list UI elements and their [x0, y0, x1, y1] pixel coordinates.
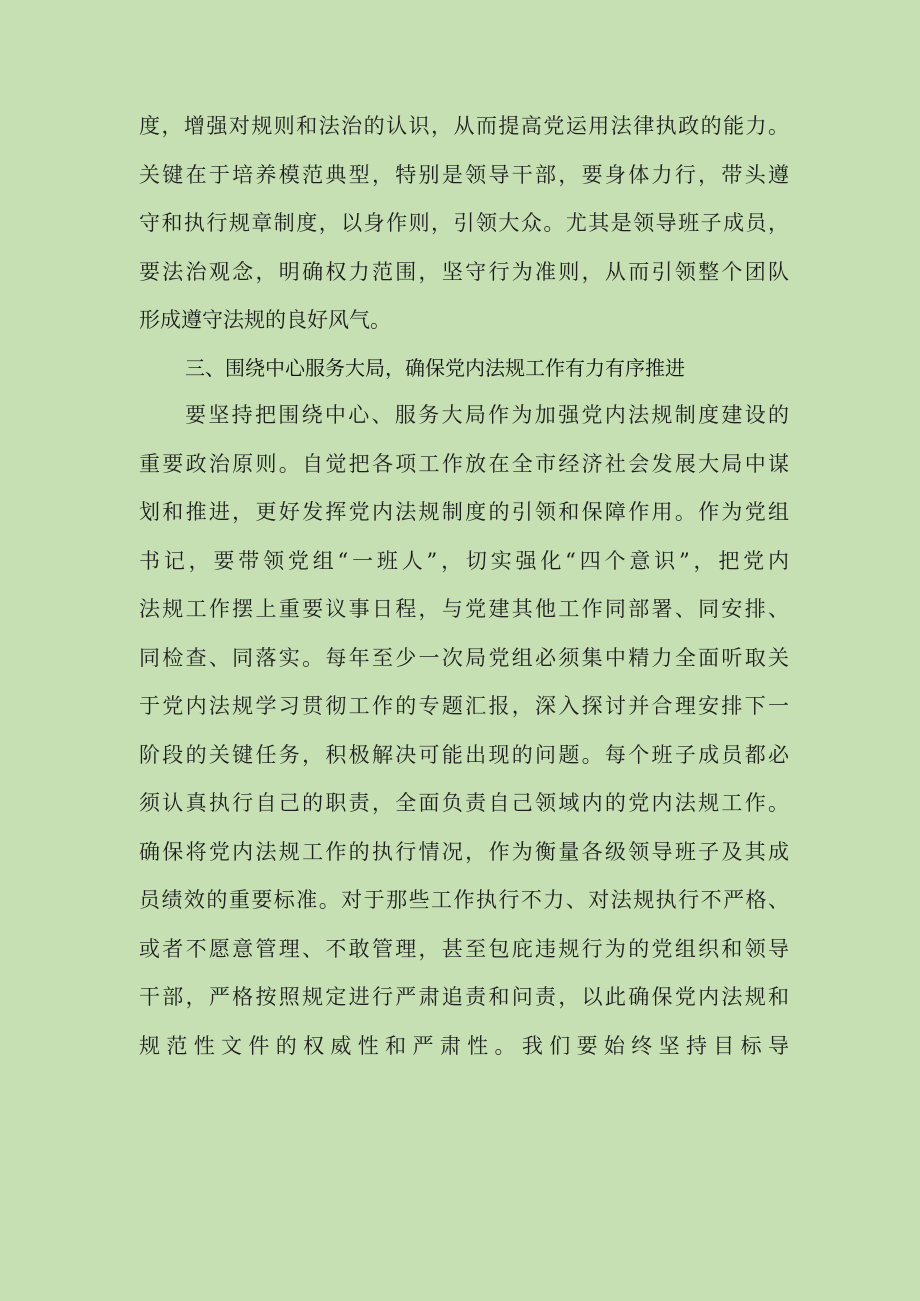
- text-line: 守和执行规章制度，以身作则，引领大众。尤其是领导班子成员，: [139, 211, 789, 235]
- text-line: 法规工作摆上重要议事日程，与党建其他工作同部署、同安排、: [139, 597, 789, 621]
- text-line: 干部，严格按照规定进行严肃追责和问责，以此确保党内法规和: [139, 985, 789, 1009]
- text-line: 阶段的关键任务，积极解决可能出现的问题。每个班子成员都必: [139, 743, 789, 767]
- text-line: 关键在于培养模范典型，特别是领导干部，要身体力行，带头遵: [139, 163, 789, 187]
- text-line: 要坚持把围绕中心、服务大局作为加强党内法规制度建设的: [185, 403, 789, 427]
- text-line: 书记，要带领党组“一班人”，切实强化“四个意识”，把党内: [139, 549, 789, 573]
- text-line: 同检查、同落实。每年至少一次局党组必须集中精力全面听取关: [139, 646, 789, 670]
- text-line: 于党内法规学习贯彻工作的专题汇报，深入探讨并合理安排下一: [139, 694, 789, 718]
- text-line: 重要政治原则。自觉把各项工作放在全市经济社会发展大局中谋: [139, 452, 789, 476]
- text-line: 形成遵守法规的良好风气。: [139, 308, 391, 332]
- text-line: 规范性文件的权威性和严肃性。我们要始终坚持目标导: [139, 1034, 789, 1058]
- text-line: 划和推进，更好发挥党内法规制度的引领和保障作用。作为党组: [139, 500, 789, 524]
- text-line: 要法治观念，明确权力范围，坚守行为准则，从而引领整个团队: [139, 260, 789, 284]
- text-line: 度，增强对规则和法治的认识，从而提高党运用法律执政的能力。: [139, 114, 789, 138]
- text-line: 须认真执行自己的职责，全面负责自己领域内的党内法规工作。: [139, 791, 789, 815]
- text-line: 确保将党内法规工作的执行情况，作为衡量各级领导班子及其成: [139, 840, 789, 864]
- section-heading: 三、围绕中心服务大局，确保党内法规工作有力有序推进: [185, 356, 685, 380]
- text-line: 员绩效的重要标准。对于那些工作执行不力、对法规执行不严格、: [139, 888, 789, 912]
- text-line: 或者不愿意管理、不敢管理，甚至包庇违规行为的党组织和领导: [139, 937, 789, 961]
